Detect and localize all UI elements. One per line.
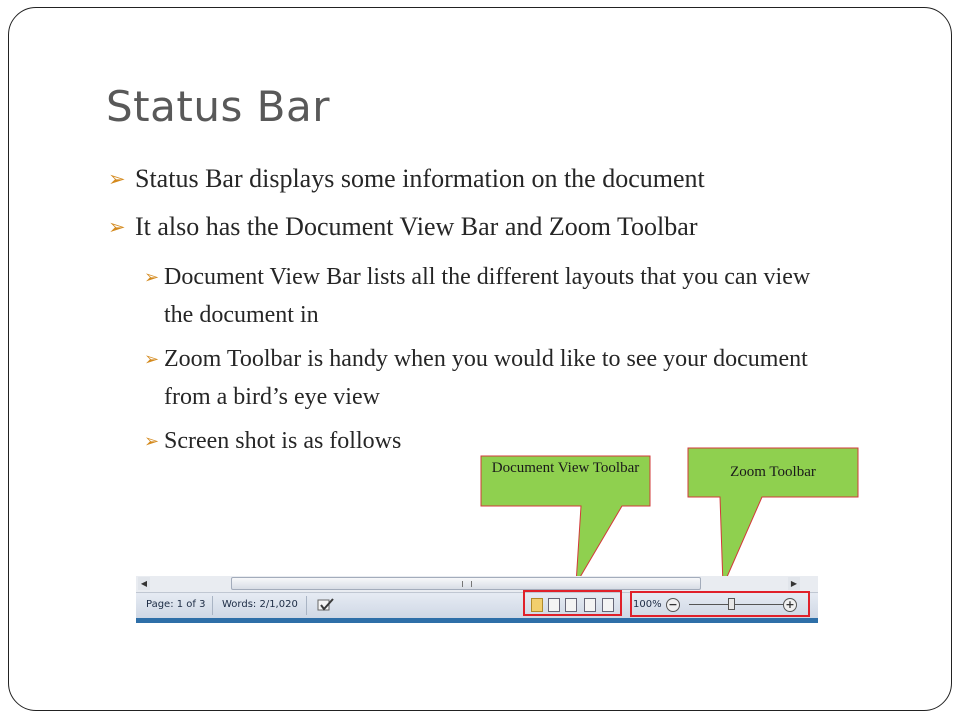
sub-bullet-text: Zoom Toolbar is handy when you would like to see your document from a bird’s eye view	[164, 346, 808, 410]
sub-bullet-text: Document View Bar lists all the different layouts that you can view the document in	[164, 264, 811, 328]
bullet-arrow-icon: ➢	[144, 349, 160, 369]
scroll-right-icon[interactable]: ▶	[788, 577, 800, 590]
window-bottom-edge	[136, 618, 818, 623]
sub-bullet-text: Screen shot is as follows	[164, 428, 402, 454]
page-count[interactable]: Page: 1 of 3	[146, 599, 206, 610]
word-count[interactable]: Words: 2/1,020	[222, 599, 298, 610]
grip-icon	[462, 581, 472, 587]
divider	[306, 596, 307, 615]
bullet-arrow-icon: ➢	[144, 267, 160, 287]
bullet-text: Status Bar displays some information on the document	[135, 164, 705, 193]
bullet-arrow-icon: ➢	[144, 431, 160, 451]
zoom-out-button[interactable]: −	[666, 598, 680, 612]
zoom-callout-label: Zoom Toolbar	[730, 464, 816, 480]
slide-title: Status Bar	[106, 82, 331, 131]
document-view-callout-label: Document View Toolbar	[491, 460, 640, 476]
bullet-arrow-icon: ➢	[108, 215, 126, 239]
proofing-check-icon[interactable]	[316, 597, 336, 613]
scrollbar-thumb[interactable]	[231, 577, 701, 590]
zoom-toolbar-highlight	[630, 591, 810, 617]
bullet-arrow-icon: ➢	[108, 167, 126, 191]
zoom-in-button[interactable]: +	[783, 598, 797, 612]
divider	[212, 596, 213, 615]
document-view-highlight	[523, 590, 622, 616]
zoom-level[interactable]: 100%	[633, 599, 662, 610]
bullet-text: It also has the Document View Bar and Zoom Toolbar	[135, 212, 698, 241]
scroll-left-icon[interactable]: ◀	[138, 577, 150, 590]
